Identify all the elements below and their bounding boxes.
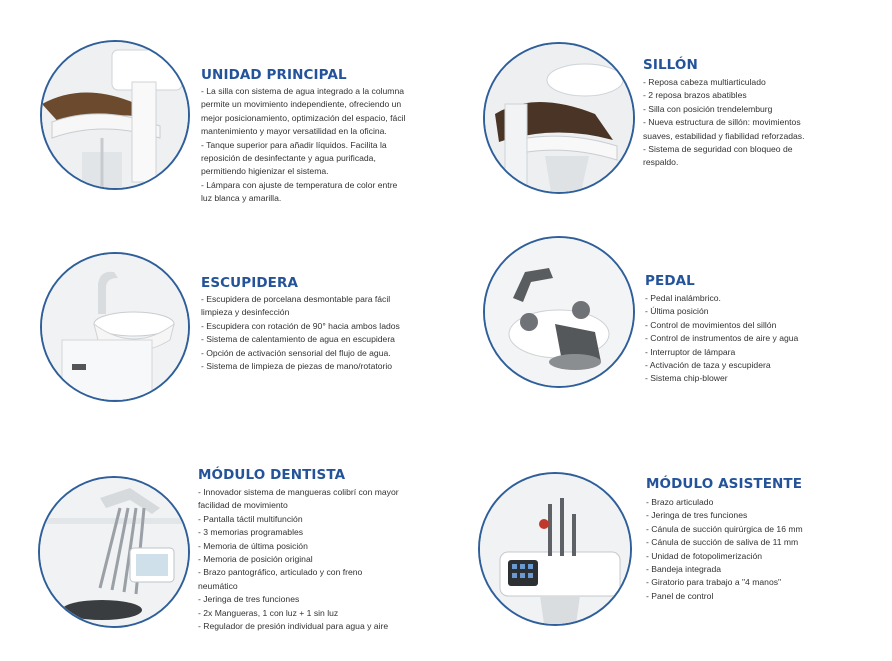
description-line: - Cánula de succión de saliva de 11 mm <box>646 537 799 548</box>
description-line: reposición de desinfectante y agua purificada, <box>201 153 376 164</box>
dental-unit-photo <box>40 40 190 190</box>
description-line: suaves, estabilidad y fiabilidad reforzadas. <box>643 130 805 141</box>
section-title: ESCUPIDERA <box>201 275 299 291</box>
description-line: mantenimiento y mayor versatilidad en la oficina. <box>201 126 387 137</box>
section-description <box>646 496 886 603</box>
description-line: - Reposa cabeza multiarticulado <box>643 77 766 87</box>
section-title: MÓDULO ASISTENTE <box>646 476 803 492</box>
description-line: facilidad de movimiento <box>198 500 288 511</box>
description-line: - Activación de taza y escupidera <box>645 360 771 371</box>
description-line: - Memoria de posición original <box>198 554 313 565</box>
description-line: luz blanca y amarilla. <box>201 193 282 204</box>
section-description <box>643 76 883 170</box>
description-line: - Jeringa de tres funciones <box>646 510 748 521</box>
section-description <box>198 486 458 633</box>
spittoon-photo <box>40 252 190 402</box>
description-line: - Pantalla táctil multifunción <box>198 513 303 524</box>
description-line: - Lámpara con ajuste de temperatura de color entre <box>201 179 398 190</box>
section-description <box>201 85 461 206</box>
description-line: - Pedal inalámbrico. <box>645 293 721 303</box>
description-line: - Cánula de succión quirúrgica de 16 mm <box>646 523 803 534</box>
section-title: UNIDAD PRINCIPAL <box>201 67 347 83</box>
description-line: - Opción de activación sensorial del flujo de agua. <box>201 347 391 358</box>
description-line: - Interruptor de lámpara <box>645 346 736 357</box>
description-line: - Bandeja integrada <box>646 564 722 575</box>
section-title: MÓDULO DENTISTA <box>198 467 346 483</box>
description-line: - Escupidera con rotación de 90° hacia ambos lados <box>201 320 400 331</box>
description-line: - Memoria de última posición <box>198 540 308 551</box>
description-line: - Sistema de calentamiento de agua en escupidera <box>201 334 395 345</box>
description-line: - Panel de control <box>646 590 714 601</box>
description-line: - Control de movimientos del sillón <box>645 319 777 330</box>
dentist-module-photo <box>38 476 190 628</box>
description-line: - 2 reposa brazos abatibles <box>643 90 747 101</box>
description-line: - Sistema chip-blower <box>645 373 728 384</box>
description-line: - Escupidera de porcelana desmontable para fácil <box>201 294 391 304</box>
description-line: neumático <box>198 580 238 591</box>
description-line: - Jeringa de tres funciones <box>198 594 300 605</box>
section-description <box>201 293 461 373</box>
description-line: - 3 memorias programables <box>198 527 304 538</box>
description-line: permitiendo higienizar el sistema. <box>201 166 329 177</box>
section-title: SILLÓN <box>643 57 698 73</box>
description-line: - Control de instrumentos de aire y agua <box>645 333 799 344</box>
description-line: respaldo. <box>643 157 679 168</box>
foot-pedal-photo <box>483 236 635 388</box>
description-line: - La silla con sistema de agua integrado a la columna <box>201 86 405 96</box>
description-line: - Brazo pantográfico, articulado y con freno <box>198 567 363 578</box>
description-line: mejor posicionamiento, optimización del espacio, fácil <box>201 112 406 123</box>
description-line: permite un movimiento independiente, ofreciendo un <box>201 99 402 110</box>
description-line: - Silla con posición trendelemburg <box>643 103 773 114</box>
description-line: - Unidad de fotopolimerización <box>646 550 763 561</box>
description-line: - Brazo articulado <box>646 497 714 507</box>
section-title: PEDAL <box>645 273 695 289</box>
description-line: - Sistema de seguridad con bloqueo de <box>643 144 793 155</box>
description-line: - Tanque superior para añadir líquidos. Facilita la <box>201 139 387 150</box>
description-line: - Regulador de presión individual para agua y aire <box>198 621 389 632</box>
section-description <box>645 292 885 386</box>
description-line: - Nueva estructura de sillón: movimientos <box>643 117 801 128</box>
description-line: - Giratorio para trabajo a "4 manos" <box>646 577 782 588</box>
description-line: - Innovador sistema de mangueras colibrí con mayor <box>198 487 399 497</box>
description-line: limpieza y desinfección <box>201 307 290 318</box>
dental-chair-photo <box>483 42 635 194</box>
description-line: - 2x Mangueras, 1 con luz + 1 sin luz <box>198 607 339 618</box>
description-line: - Última posición <box>645 306 709 317</box>
assistant-module-photo <box>478 472 632 626</box>
description-line: - Sistema de limpieza de piezas de mano/rotatorio <box>201 361 393 372</box>
